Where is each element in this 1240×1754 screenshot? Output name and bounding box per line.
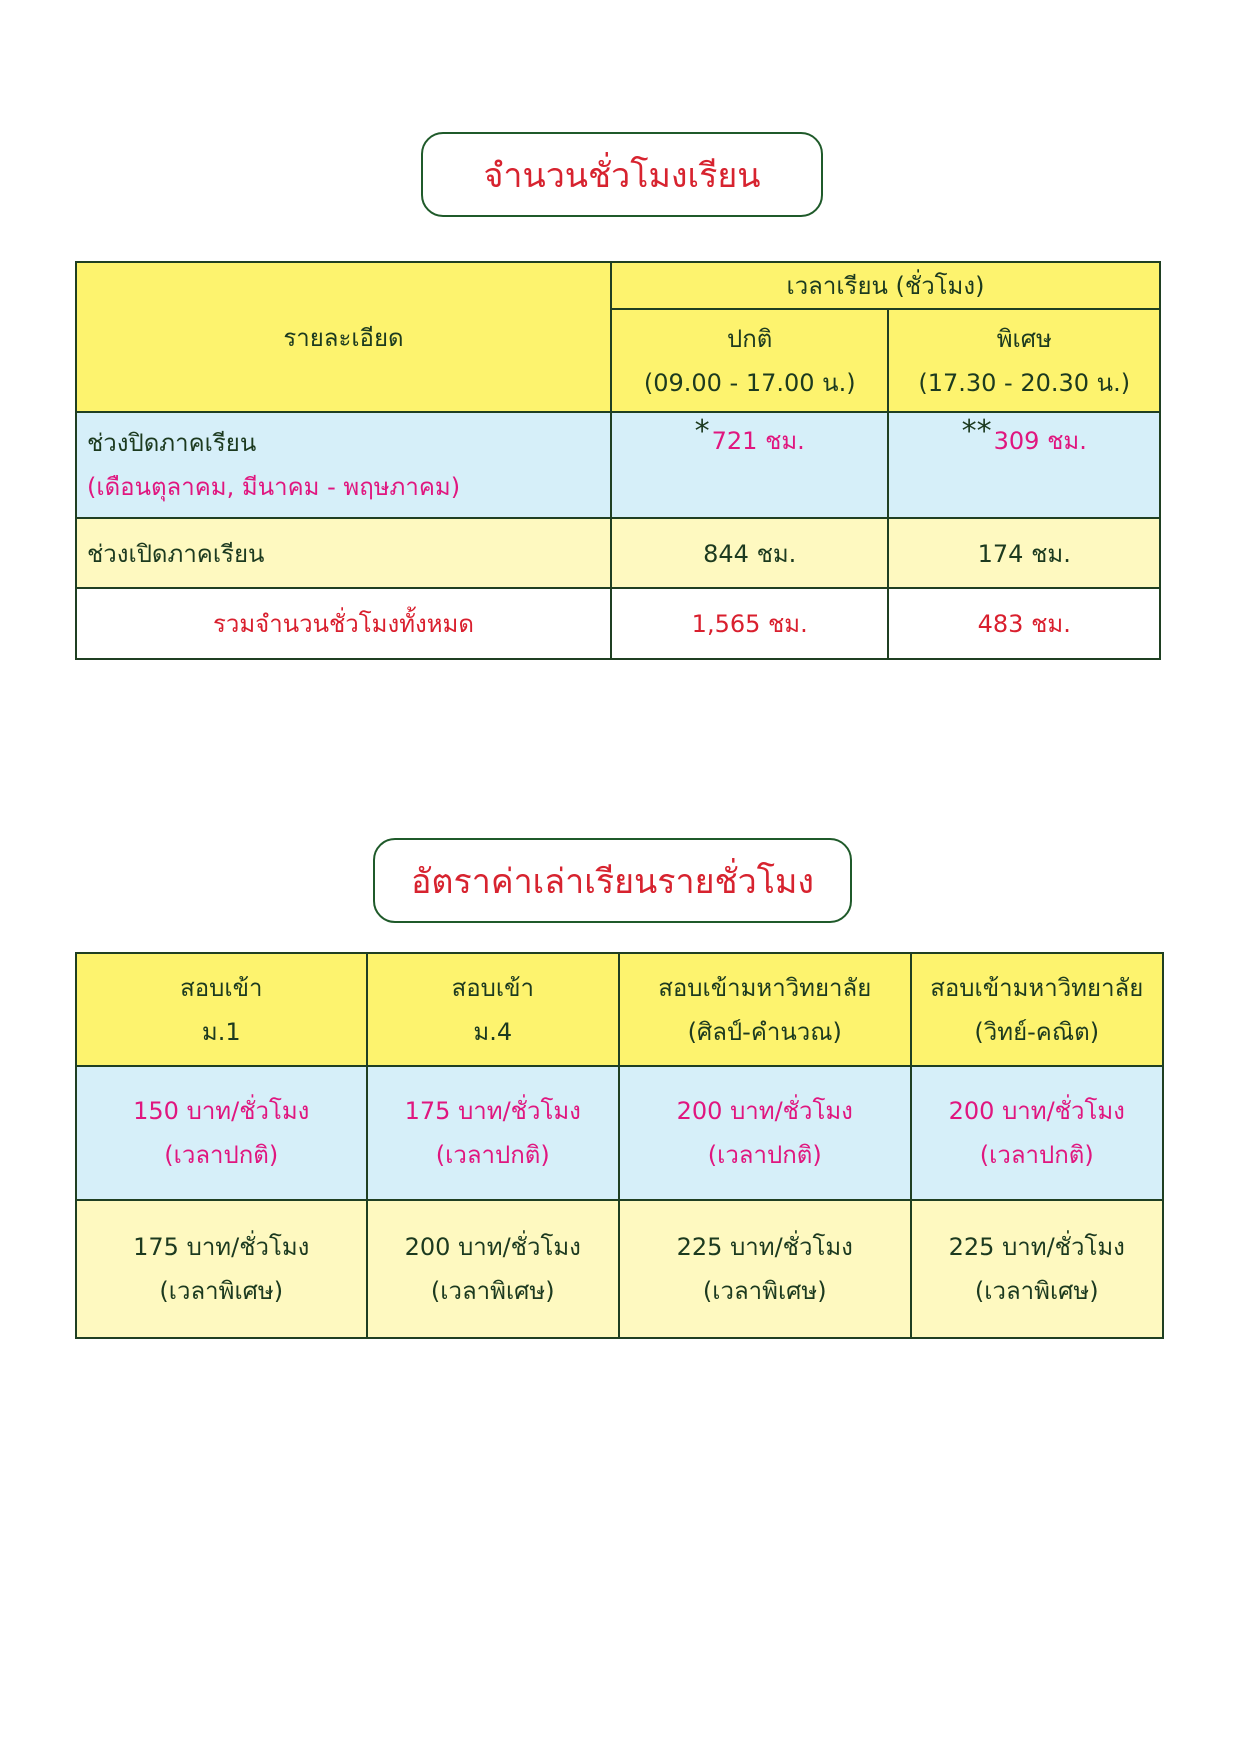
open-term-normal-hours: 844 ชม. [611,518,889,588]
rate-special-university-science-math [911,1200,1163,1338]
rate-special-university-arts-math [619,1200,911,1338]
header-university-arts-math-line2: (ศิลป์-คำนวณ) [687,1017,842,1046]
rate-note: (เวลาปกติ) [164,1141,279,1169]
rate-price: 175 บาท/ชั่วโมง [404,1097,581,1125]
header-special-label: พิเศษ [996,324,1052,353]
closed-term-label: ช่วงปิดภาคเรียน [87,429,257,457]
header-special-time: (17.30 - 20.30 น.) [918,368,1131,397]
rates-title: อัตราค่าเล่าเรียนรายชั่วโมง [373,838,852,923]
total-hours-label: รวมจำนวนชั่วโมงทั้งหมด [76,588,611,659]
header-university-science-math-line1: สอบเข้ามหาวิทยาลัย [930,973,1144,1002]
open-term-label: ช่วงเปิดภาคเรียน [76,518,611,588]
rate-note: (เวลาปกติ) [707,1141,822,1169]
header-m4-line2: ม.4 [473,1017,513,1046]
header-normal-time: (09.00 - 17.00 น.) [643,368,856,397]
asterisk-mark: * [694,414,710,449]
rate-normal-m4 [367,1066,619,1200]
header-normal [611,309,889,412]
header-university-science-math-line2: (วิทย์-คณิต) [974,1017,1100,1046]
rate-price: 200 บาท/ชั่วโมง [676,1097,853,1125]
header-m1 [76,953,367,1066]
hours-title: จำนวนชั่วโมงเรียน [421,132,823,217]
hours-table [75,261,1161,660]
rate-note: (เวลาพิเศษ) [159,1277,284,1305]
double-asterisk-mark: ** [961,414,992,449]
closed-term-special-value: 309 ชม. [993,427,1087,455]
header-normal-label: ปกติ [727,324,773,353]
rates-table [75,952,1164,1339]
header-m4-line1: สอบเข้า [451,973,534,1002]
open-term-special-hours: 174 ชม. [888,518,1160,588]
header-m1-line2: ม.1 [201,1017,241,1046]
header-m4 [367,953,619,1066]
rate-note: (เวลาพิเศษ) [430,1277,555,1305]
rate-note: (เวลาพิเศษ) [974,1277,1099,1305]
rate-special-m1 [76,1200,367,1338]
total-normal-hours: 1,565 ชม. [611,588,889,659]
rate-normal-m1 [76,1066,367,1200]
rate-price: 150 บาท/ชั่วโมง [133,1097,310,1125]
rate-price: 225 บาท/ชั่วโมง [676,1233,853,1261]
closed-term-months: (เดือนตุลาคม, มีนาคม - พฤษภาคม) [87,473,461,501]
rate-price: 200 บาท/ชั่วโมง [404,1233,581,1261]
rate-normal-university-arts-math [619,1066,911,1200]
header-study-time: เวลาเรียน (ชั่วโมง) [611,262,1160,309]
total-special-hours: 483 ชม. [888,588,1160,659]
header-detail: รายละเอียด [76,262,611,412]
header-university-arts-math-line1: สอบเข้ามหาวิทยาลัย [658,973,872,1002]
rate-price: 225 บาท/ชั่วโมง [948,1233,1125,1261]
header-university-arts-math [619,953,911,1066]
rate-note: (เวลาปกติ) [435,1141,550,1169]
rate-normal-university-science-math [911,1066,1163,1200]
header-university-science-math [911,953,1163,1066]
rate-note: (เวลาพิเศษ) [702,1277,827,1305]
closed-term-normal-value: 721 ชม. [711,427,805,455]
rate-price: 200 บาท/ชั่วโมง [948,1097,1125,1125]
rate-price: 175 บาท/ชั่วโมง [133,1233,310,1261]
rate-special-m4 [367,1200,619,1338]
closed-term-special-hours [888,412,1160,518]
header-special [888,309,1160,412]
closed-term-normal-hours [611,412,889,518]
header-m1-line1: สอบเข้า [180,973,263,1002]
rate-note: (เวลาปกติ) [979,1141,1094,1169]
row-closed-term-label [76,412,611,518]
